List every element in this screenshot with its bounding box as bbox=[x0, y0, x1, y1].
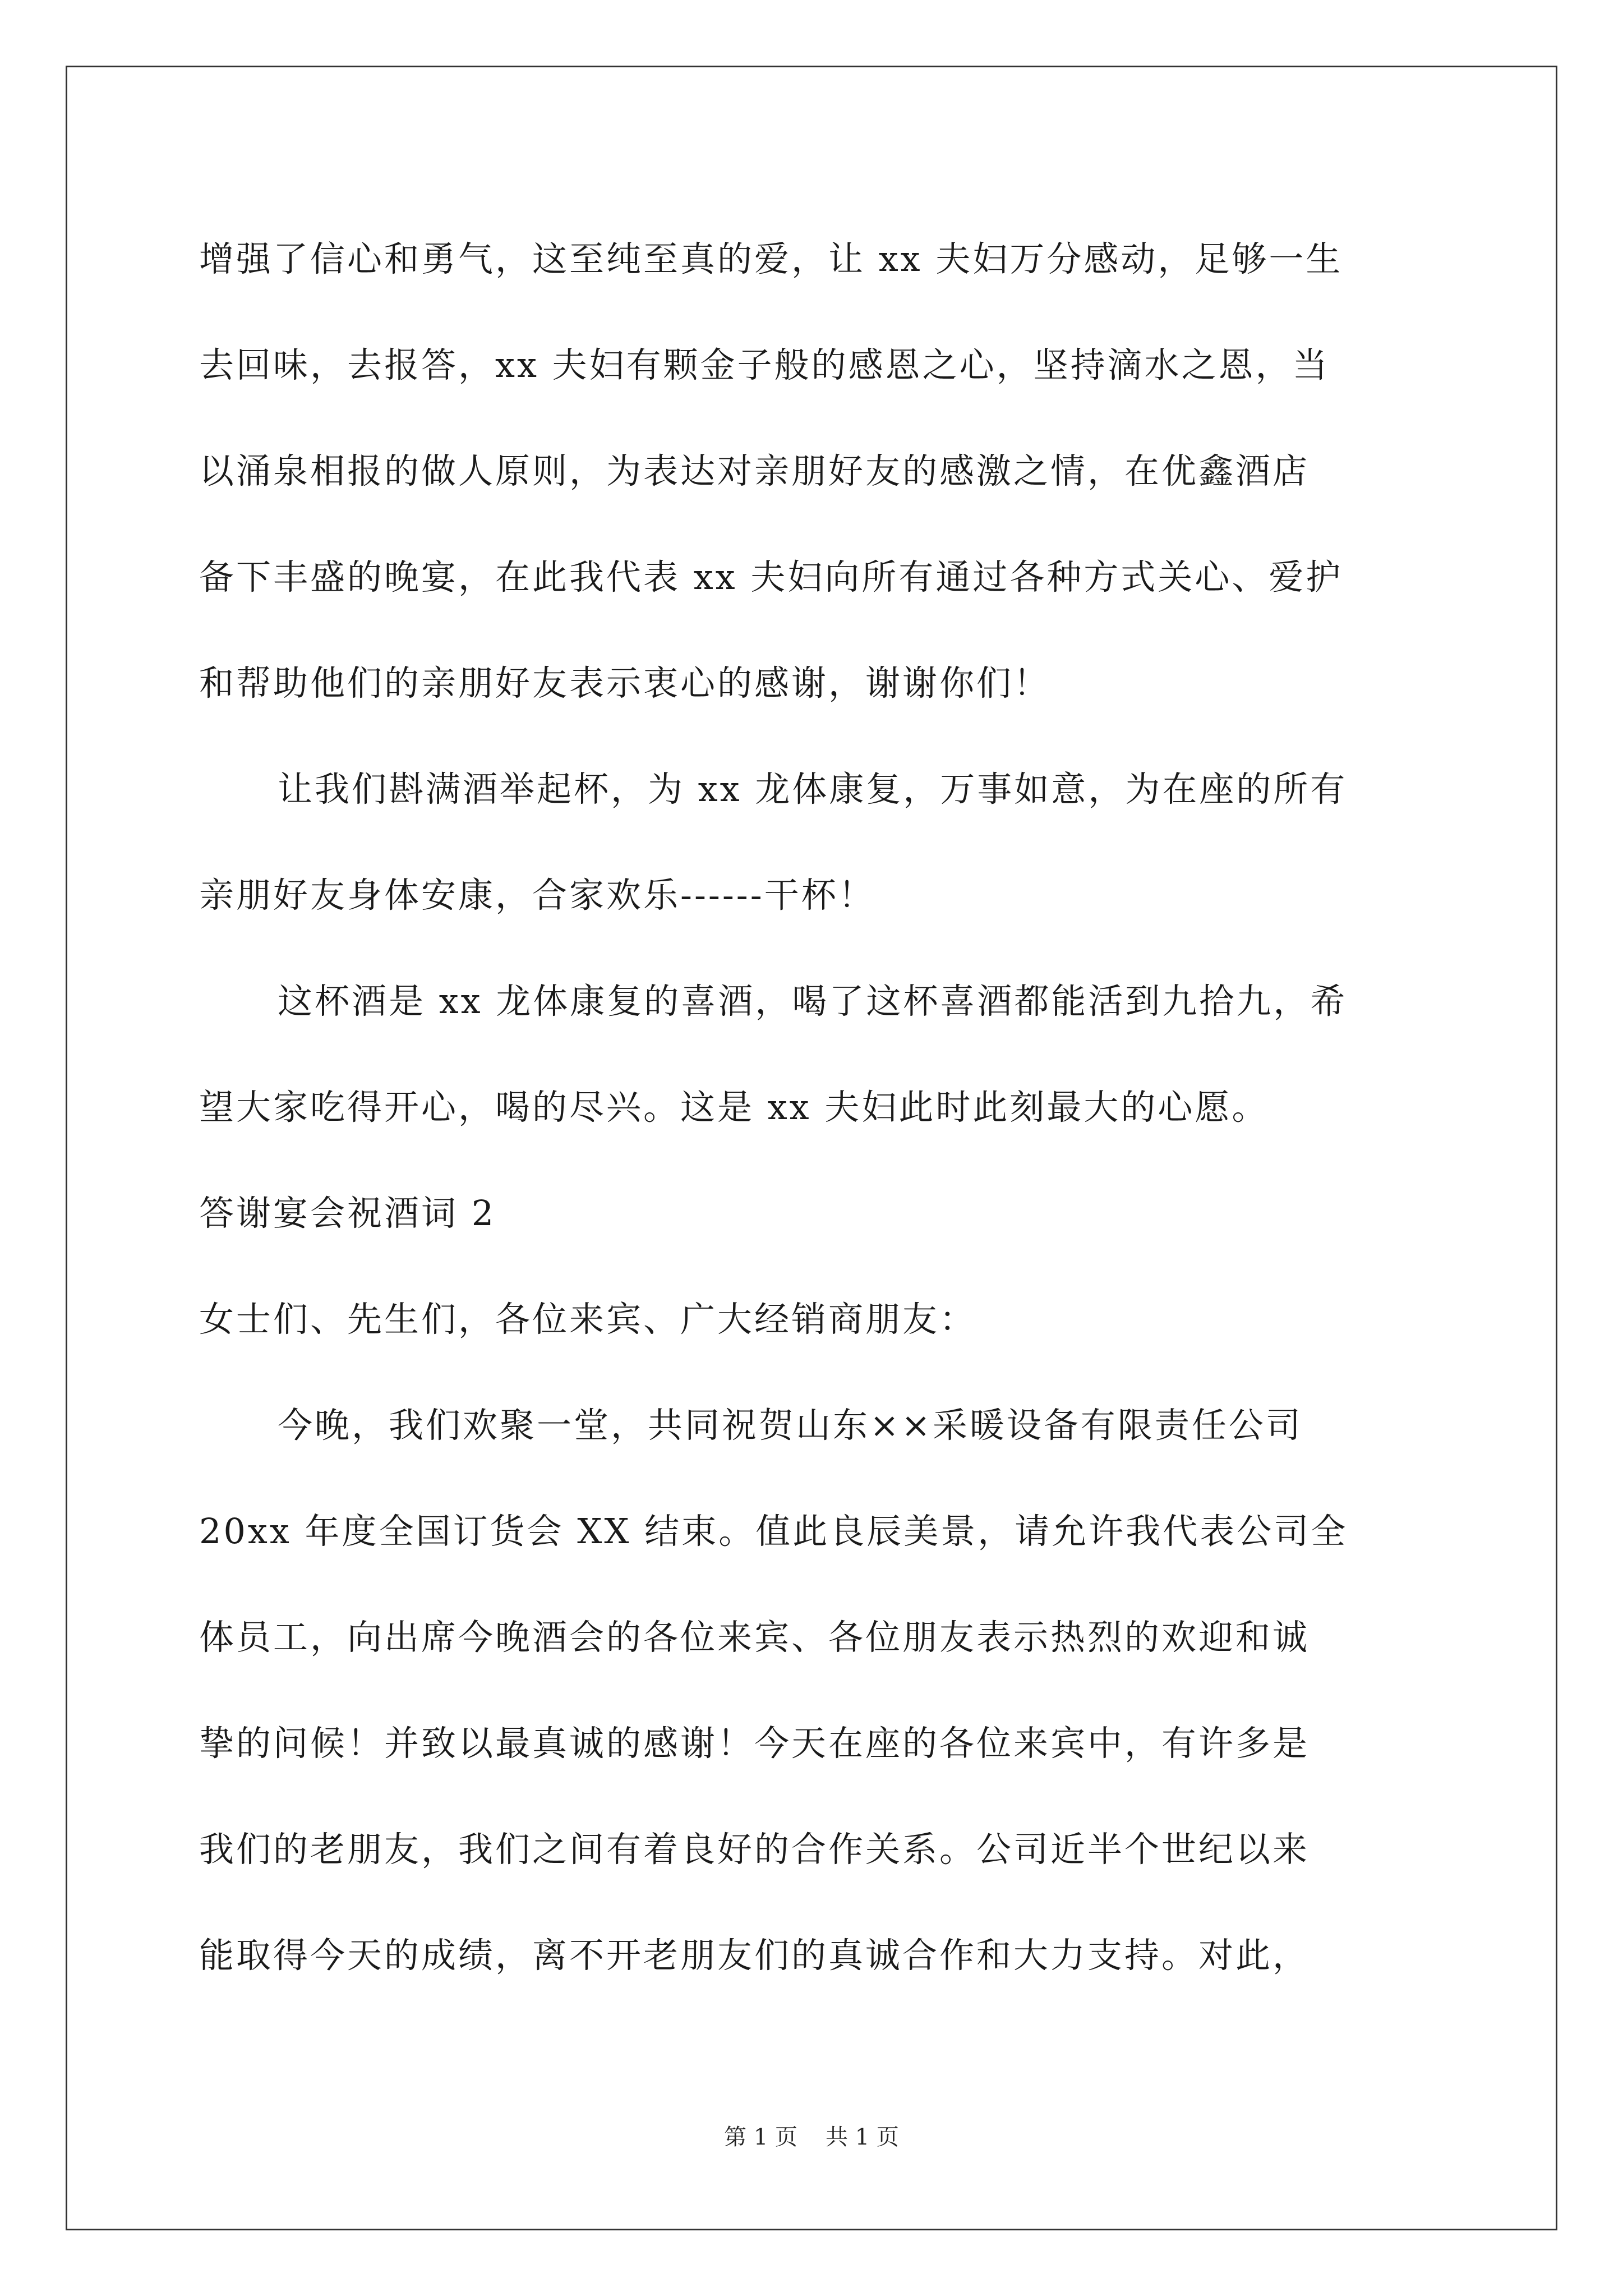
text-line: 增强了信心和勇气，这至纯至真的爱，让 xx 夫妇万分感动，足够一生 bbox=[199, 238, 1343, 279]
page-footer bbox=[0, 2119, 1623, 2151]
text-line: 备下丰盛的晚宴，在此我代表 xx 夫妇向所有通过各种方式关心、爱护 bbox=[199, 556, 1343, 597]
text-line: 挚的问候！并致以最真诚的感谢！今天在座的各位来宾中，有许多是 bbox=[199, 1723, 1310, 1764]
text-line: 20xx 年度全国订货会 XX 结束。值此良辰美景，请允许我代表公司全 bbox=[199, 1511, 1348, 1552]
section-heading: 答谢宴会祝酒词 2 bbox=[199, 1193, 496, 1234]
paragraph-start-line: 让我们斟满酒举起杯，为 xx 龙体康复，万事如意，为在座的所有 bbox=[278, 769, 1348, 809]
text-line: 亲朋好友身体安康，合家欢乐------干杯！ bbox=[199, 875, 875, 915]
paragraph-start-line: 这杯酒是 xx 龙体康复的喜酒，喝了这杯喜酒都能活到九拾九，希 bbox=[278, 981, 1348, 1022]
text-line: 去回味，去报答，xx 夫妇有颗金子般的感恩之心，坚持滴水之恩，当 bbox=[199, 344, 1330, 385]
text-line: 体员工，向出席今晚酒会的各位来宾、各位朋友表示热烈的欢迎和诚 bbox=[199, 1617, 1310, 1658]
salutation-line: 女士们、先生们，各位来宾、广大经销商朋友： bbox=[199, 1299, 977, 1340]
text-line: 我们的老朋友，我们之间有着良好的合作关系。公司近半个世纪以来 bbox=[199, 1829, 1310, 1870]
document-body bbox=[199, 206, 1427, 2008]
text-line: 望大家吃得开心，喝的尽兴。这是 xx 夫妇此时此刻最大的心愿。 bbox=[199, 1087, 1269, 1128]
text-line: 以涌泉相报的做人原则，为表达对亲朋好友的感激之情，在优鑫酒店 bbox=[199, 450, 1310, 491]
paragraph-start-line: 今晚，我们欢聚一堂，共同祝贺山东××采暖设备有限责任公司 bbox=[278, 1405, 1303, 1446]
text-line: 和帮助他们的亲朋好友表示衷心的感谢，谢谢你们！ bbox=[199, 662, 1051, 703]
text-line: 能取得今天的成绩，离不开老朋友们的真诚合作和大力支持。对此， bbox=[199, 1935, 1310, 1976]
page-total: 共 1 页 bbox=[826, 2124, 899, 2150]
page-number: 第 1 页 bbox=[724, 2124, 797, 2150]
